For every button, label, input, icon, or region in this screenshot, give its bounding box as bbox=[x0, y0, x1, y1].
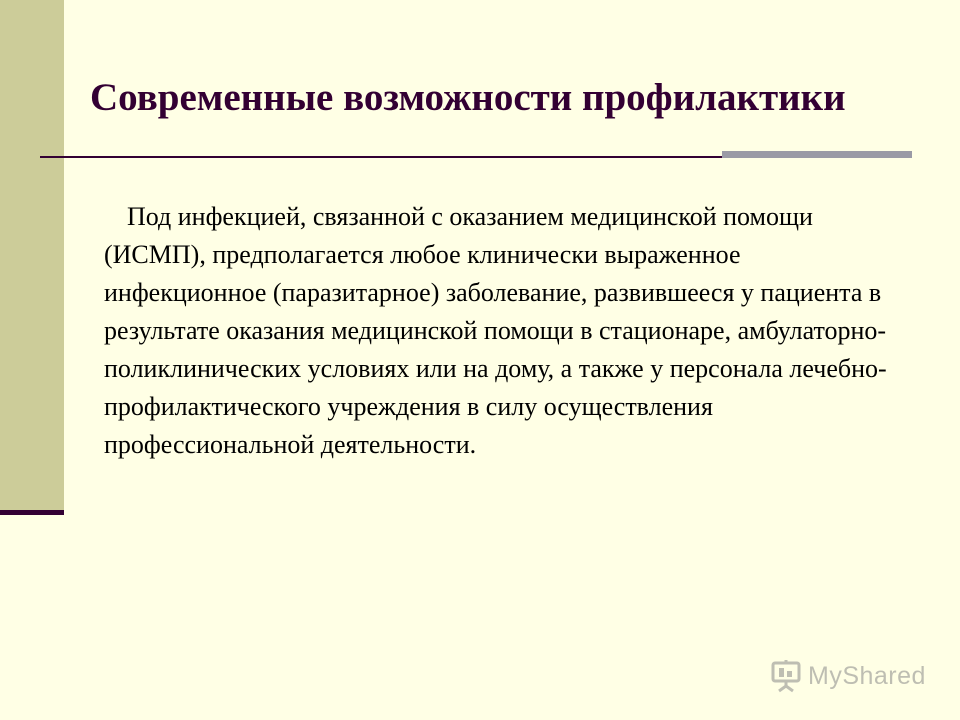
left-accent-bar bbox=[0, 0, 64, 510]
slide-body-text: Под инфекцией, связанной с оказанием медицинской помощи (ИСМП), предполагается любое клинически выраженное инфекционное (паразитарное) заболевание, развившееся у пациента в результате оказания медицинской помощи в стационаре, амбулаторно-поликлинических условиях или на дому, а также у персонала лечебно-профилактического учреждения в силу осуществления профессиональной деятельности. bbox=[104, 202, 887, 459]
title-divider-accent bbox=[722, 151, 912, 158]
slide-title: Современные возможности профилактики bbox=[90, 76, 846, 119]
watermark-text: MyShared bbox=[808, 661, 926, 690]
left-accent-bar-underline bbox=[0, 510, 64, 515]
watermark-logo bbox=[770, 656, 926, 696]
presentation-board-icon bbox=[770, 659, 802, 693]
